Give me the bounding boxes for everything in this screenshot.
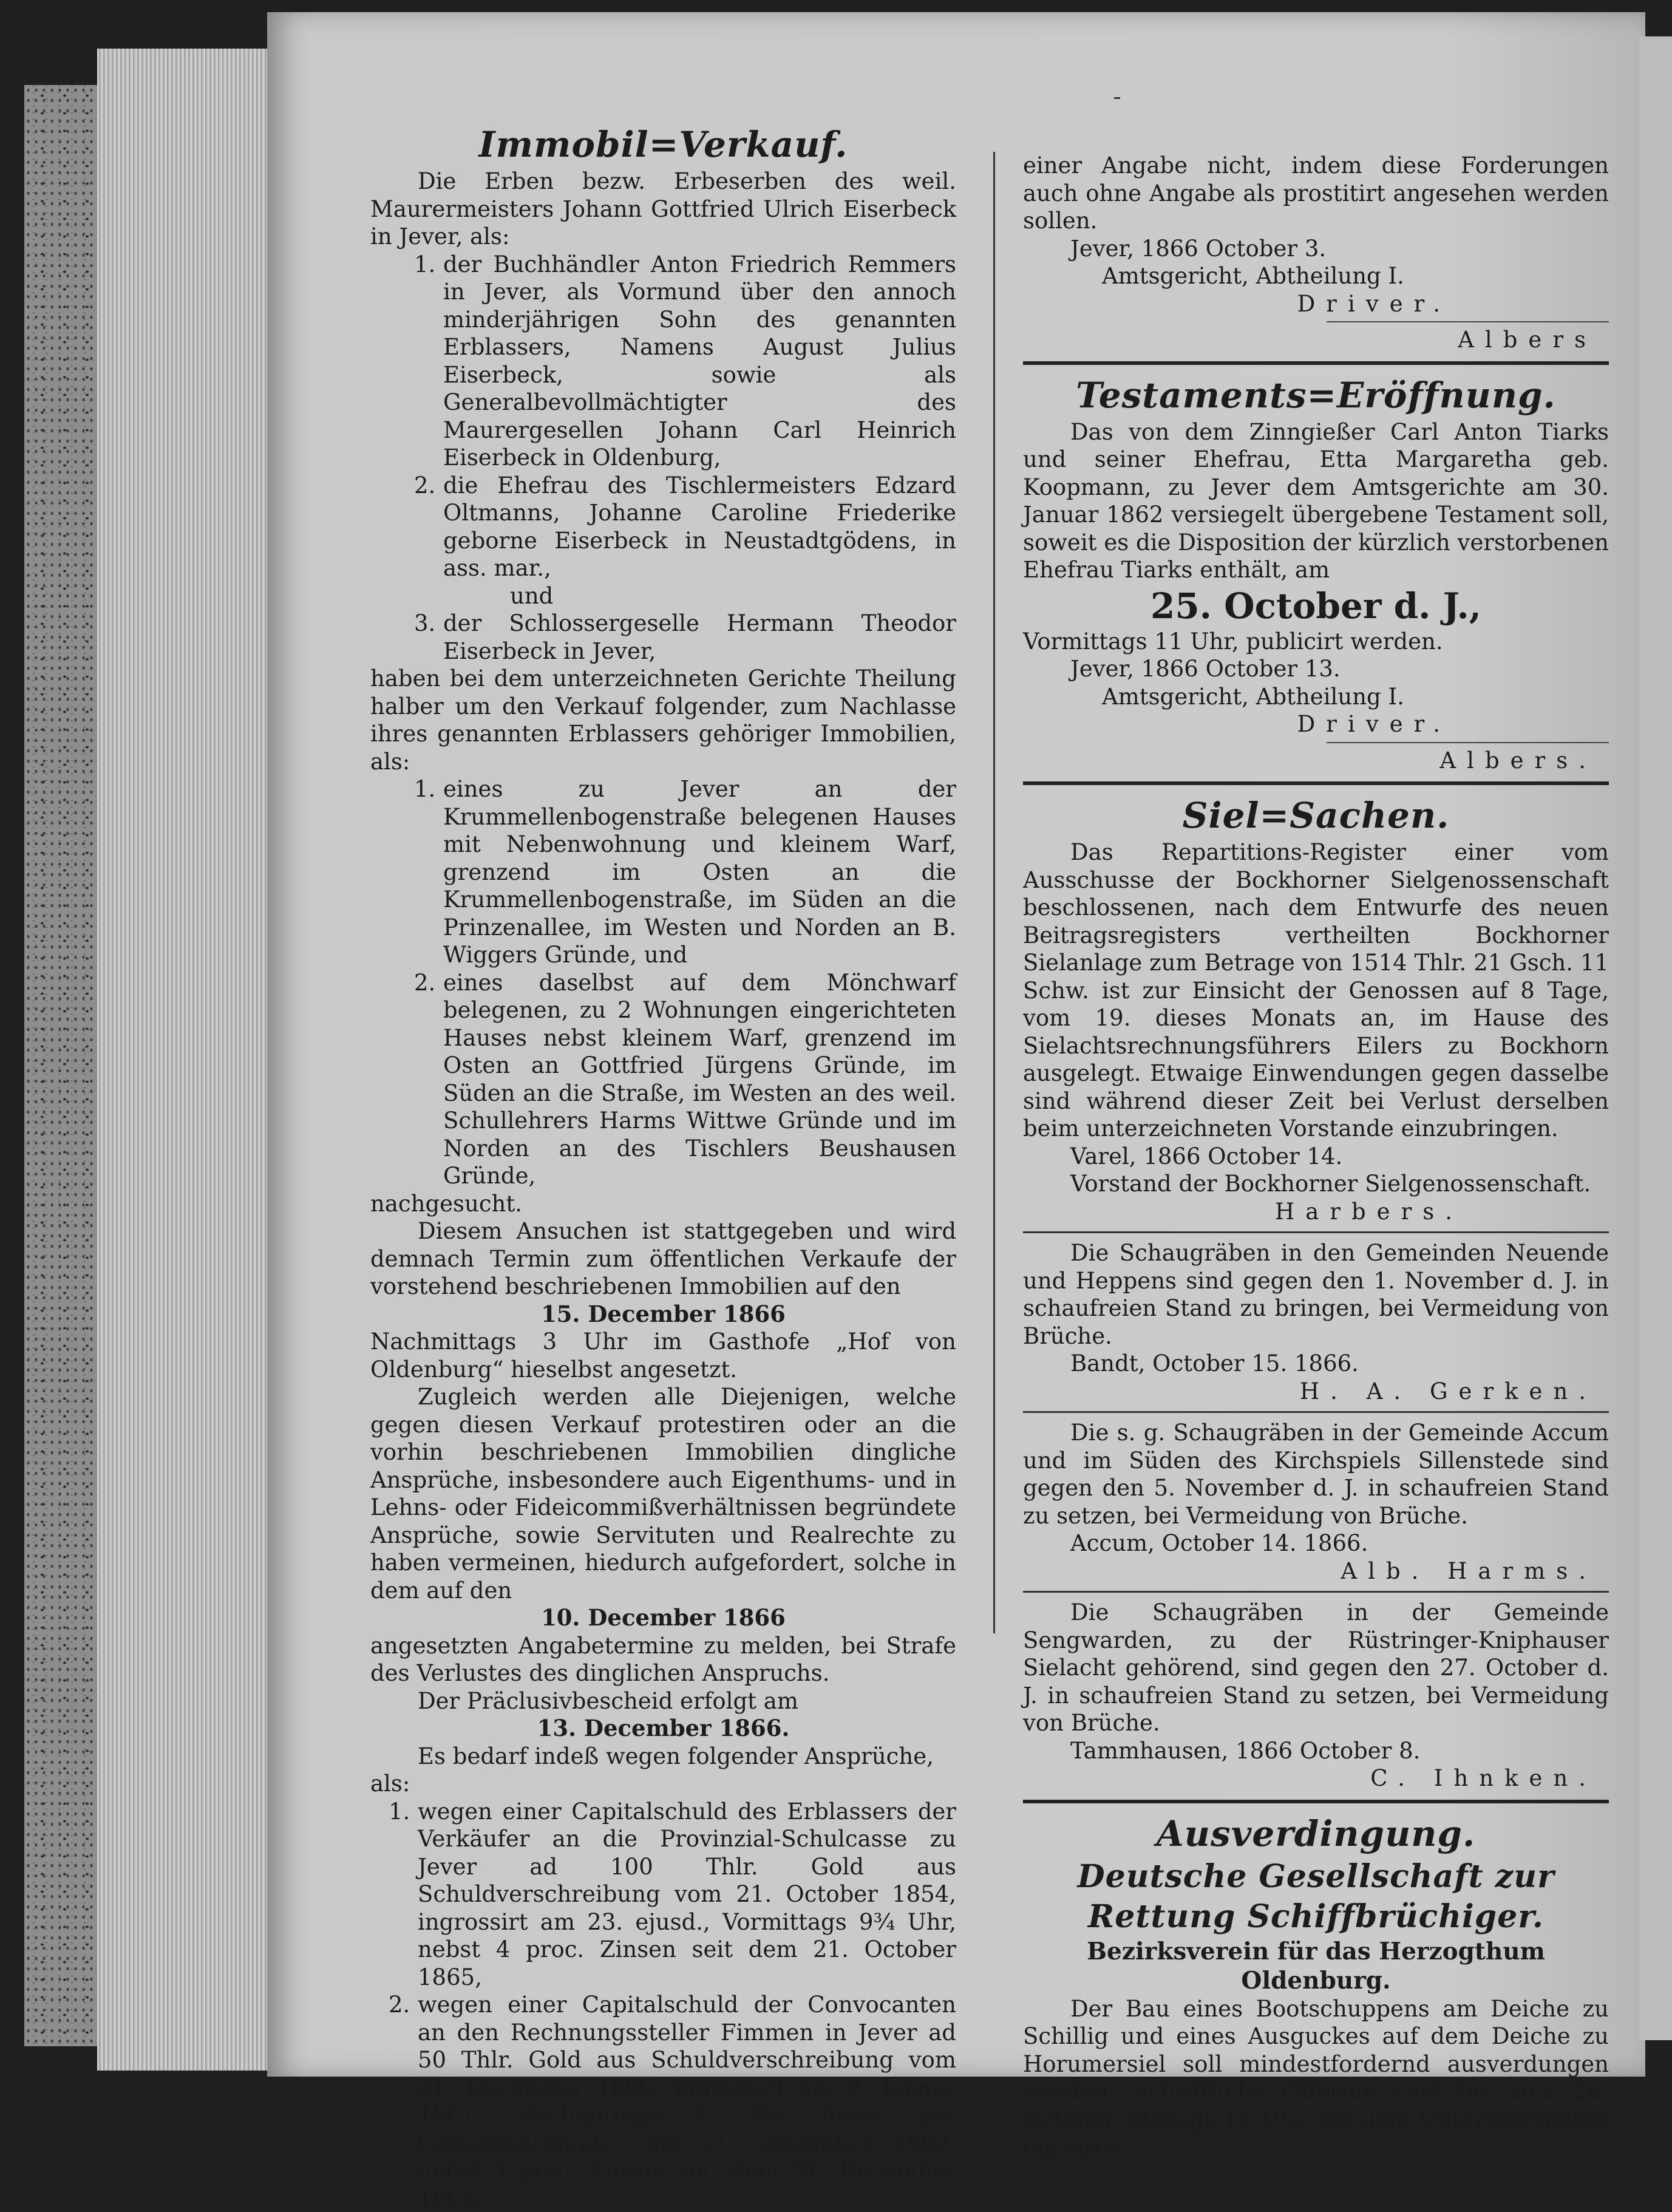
item-text: eines daselbst auf dem Mönchwarf belegenen, zu 2 Wohnungen eingerichteten Hauses nebst kleinem Warf, grenzend im Osten an Gottfried Jürgens Gründe, im Süden an die Straße, im Westen an des weil. Schullehrers Harms Wittwe Gründe und im Norden an des Tischlers Beushausen Gründe, bbox=[443, 969, 956, 1189]
claim-item bbox=[370, 1991, 956, 2212]
continuation-paragraph: einer Angabe nicht, indem diese Forderungen auch ohne Angabe als prostitirt angesehen werden sollen. bbox=[1023, 152, 1609, 234]
item-number: 1. bbox=[389, 1798, 410, 1825]
page-stack-edges bbox=[97, 49, 279, 2071]
item-number: 1. bbox=[414, 776, 436, 802]
signature: C. Ihnken. bbox=[1370, 1765, 1597, 1791]
item-number: 1. bbox=[414, 251, 436, 277]
claim-deadline-paragraph: angesetzten Angabetermine zu melden, bei Strafe des Verlustes des dinglichen Anspruchs. bbox=[370, 1632, 956, 1686]
item-text: der Schlossergeselle Hermann Theodor Eiserbeck in Jever, bbox=[443, 610, 956, 664]
item-text: der Buchhändler Anton Friedrich Remmers in Jever, als Vormund über den annoch minderjährigen Sohn des genannten Erblassers, Namens August Julius Eiserbeck, sowie als Generalbevollmächtigter des Maurergesellen Johann Carl Heinrich Eiserbeck in Oldenburg, bbox=[443, 251, 956, 471]
heir-item bbox=[370, 472, 956, 582]
signature: H. A. Gerken. bbox=[1299, 1378, 1597, 1404]
bau-paragraph: Der Bau eines Bootschuppens am Deiche zu Schillig und eines Ausguckes auf dem Deiche zu Horumersiel soll mindestfordernd ausverdungen werden. Schriftliche Offerten sind bis zum 26. October, Mittags 12 Uhr, bei dem Unterzeichneten einzurei- bbox=[1023, 1995, 1609, 2160]
item-number: 2. bbox=[389, 1992, 410, 2018]
praeclusiv-line: Der Präclusivbescheid erfolgt am bbox=[418, 1687, 798, 1714]
request-paragraph: haben bei dem unterzeichneten Gerichte Theilung halber um den Verkauf folgender, zum Nachlasse ihres genannten Erblassers gehöriger Immobilien, als: bbox=[370, 665, 956, 775]
heading-immobil-verkauf: Immobil=Verkauf. bbox=[478, 124, 848, 165]
court-line: Amtsgericht, Abtheilung I. bbox=[1102, 263, 1404, 289]
signature: Harbers. bbox=[1274, 1198, 1463, 1225]
property-item bbox=[370, 775, 956, 969]
sale-time-paragraph: Nachmittags 3 Uhr im Gasthofe „Hof von Oldenburg“ hieselbst angesetzt. bbox=[370, 1329, 956, 1383]
signature: Alb. Harms. bbox=[1341, 1557, 1597, 1584]
rule bbox=[1023, 1591, 1609, 1593]
next-page-edge bbox=[1639, 36, 1672, 2040]
testament-paragraph: Das von dem Zinngießer Carl Anton Tiarks und seiner Ehefrau, Etta Margaretha geb. Koopmann, zu Jever dem Amtsgerichte am 30. Januar 1862 versiegelt übergebene Testament soll, soweit es die Disposition der kürzlich verstorbenen Ehefrau Tiarks enthält, am bbox=[1023, 418, 1609, 583]
newspaper-page bbox=[267, 12, 1645, 2211]
rule bbox=[1327, 742, 1609, 743]
place-date: Varel, 1866 October 14. bbox=[1070, 1143, 1343, 1169]
signature: Driver. bbox=[1297, 711, 1451, 737]
rule bbox=[1327, 321, 1609, 322]
place-date: Jever, 1866 October 3. bbox=[1070, 235, 1327, 262]
schaugraeben-paragraph: Die Schaugräben in den Gemeinden Neuende und Heppens sind gegen den 1. November d. J. in schaufreien Stand zu bringen, bei Vermeidung von Brüche. bbox=[1023, 1240, 1609, 1349]
intro-paragraph: Die Erben bezw. Erbeserben des weil. Maurermeisters Johann Gottfried Ulrich Eiserbeck in Jever, als: bbox=[370, 168, 956, 250]
praeclusiv-date: 13. December 1866. bbox=[537, 1715, 790, 1741]
item-number: 2. bbox=[414, 472, 436, 499]
vorstand-line: Vorstand der Bockhorner Sielgenossenschaft. bbox=[1070, 1171, 1591, 1197]
schaugraeben-paragraph: Die s. g. Schaugräben in der Gemeinde Accum und im Süden des Kirchspiels Sillenstede sind gegen den 5. November d. J. in schaufreien Stand zu setzen, bei Vermeidung von Brüche. bbox=[1023, 1420, 1609, 1529]
place-date: Accum, October 14. 1866. bbox=[1070, 1530, 1368, 1556]
item-text: eines zu Jever an der Krummellenbogenstraße belegenen Hauses mit Nebenwohnung und kleinem Warf, grenzend im Osten an die Krummellenbogenstraße, im Süden an die Prinzenallee, im Westen und Norden an B. Wiggers Gründe, und bbox=[443, 776, 956, 968]
column-divider bbox=[993, 152, 995, 1633]
place-date: Bandt, October 15. 1866. bbox=[1070, 1350, 1359, 1377]
item-text: die Ehefrau des Tischlermeisters Edzard Oltmanns, Johanne Caroline Friederike geborne Eiserbeck in Neustadtgödens, in ass. mar., bbox=[443, 472, 956, 581]
item-text: wegen einer Capitalschuld des Erblassers der Verkäufer an die Provinzial-Schulcasse zu Jever ad 100 Thlr. Gold aus Schuldverschreibung vom 21. October 1854, ingrossirt am 23. ejusd., Vormittags 9¾ Uhr, nebst 4 proc. Zinsen seit dem 21. October 1865, bbox=[418, 1798, 956, 1990]
signature: Albers bbox=[1458, 327, 1597, 353]
right-column bbox=[1023, 152, 1609, 2161]
claim-date: 10. December 1866 bbox=[541, 1604, 786, 1631]
item-number: 3. bbox=[414, 610, 436, 636]
publication-date: 25. October d. J., bbox=[1150, 585, 1481, 627]
item-text: wegen einer Capitalschuld der Convocanten an den Rechnungssteller Fimmen in Jever ad 50 Thlr. Gold aus Schuldverschreibung vom 31. December 1860, ingrossirt am 9. Januar 1861, Nachmittags 4 Uhr, bezw. aus Cessionsurkunde vom 21. December 1863, nebst 5 proc. Zinsen seit dem 31. December 1865, bbox=[418, 1992, 956, 2211]
und-word: und bbox=[510, 582, 554, 609]
nachgesucht-word: nachgesucht. bbox=[370, 1190, 523, 1217]
heading-siel-sachen: Siel=Sachen. bbox=[1182, 795, 1450, 836]
sale-date: 15. December 1866 bbox=[541, 1300, 786, 1327]
item-number: 2. bbox=[414, 969, 436, 996]
heading-ausverdingung: Ausverdingung. bbox=[1156, 1812, 1476, 1854]
place-date: Tammhausen, 1866 October 8. bbox=[1070, 1737, 1421, 1764]
book-cover-edge bbox=[24, 85, 97, 2046]
court-line: Amtsgericht, Abtheilung I. bbox=[1102, 683, 1404, 710]
section-rule bbox=[1023, 1800, 1609, 1803]
heir-item bbox=[370, 610, 956, 665]
claim-item bbox=[370, 1798, 956, 1992]
signature: Driver. bbox=[1297, 290, 1451, 317]
signature: Albers. bbox=[1439, 747, 1597, 774]
bedarf-line: Es bedarf indeß wegen folgender Ansprüche, als: bbox=[370, 1743, 934, 1797]
schaugraeben-paragraph: Die Schaugräben in der Gemeinde Sengwarden, zu der Rüstringer-Kniphauser Sielacht gehörend, sind gegen den 27. October d. J. in schaufreien Stand zu setzen, bei Vermeidung von Brüche. bbox=[1023, 1599, 1609, 1736]
property-item bbox=[370, 969, 956, 1190]
section-rule bbox=[1023, 781, 1609, 785]
siel-paragraph: Das Repartitions-Register einer vom Ausschusse der Bockhorner Sielgenossenschaft beschlossenen, nach dem Entwurfe des neuen Beitragsregisters vertheilten Bockhorner Sielanlage zum Betrage von 1514 Thlr. 21 Gsch. 11 Schw. ist zur Einsicht der Genossen auf 8 Tage, vom 19. dieses Monats an, im Hause des Sielachtsrechnungsführers Eilers zu Bockhorn ausgelegt. Etwaige Einwendungen gegen dasselbe sind während dieser Zeit bei Verlust derselben beim unterzeichneten Vorstande einzubringen. bbox=[1023, 839, 1609, 1142]
left-column bbox=[370, 121, 956, 2212]
heading-gesellschaft: Deutsche Gesellschaft zur Rettung Schiffbrüchiger. bbox=[1077, 1857, 1555, 1935]
heading-testaments-eroeffnung: Testaments=Eröffnung. bbox=[1076, 374, 1556, 416]
heir-item bbox=[370, 251, 956, 472]
section-rule bbox=[1023, 361, 1609, 365]
page-mark bbox=[1114, 97, 1120, 99]
zugleich-paragraph: Zugleich werden alle Diejenigen, welche gegen diesen Verkauf protestiren oder an die vorhin beschriebenen Immobilien dingliche Ansprüche, insbesondere auch Eigenthums- und in Lehns- oder Fideicommißverhältnissen begründete Ansprüche, sowie Servituten und Realrechte zu haben vermeinen, hiedurch aufgefordert, solche in dem auf den bbox=[370, 1384, 956, 1604]
rule bbox=[1023, 1411, 1609, 1413]
place-date: Jever, 1866 October 13. bbox=[1070, 656, 1341, 682]
rule bbox=[1023, 1231, 1609, 1233]
subheading-bezirksverein: Bezirksverein für das Herzogthum Oldenburg. bbox=[1087, 1937, 1545, 1995]
publication-time: Vormittags 11 Uhr, publicirt werden. bbox=[1023, 628, 1443, 655]
termin-paragraph: Diesem Ansuchen ist stattgegeben und wird demnach Termin zum öffentlichen Verkaufe der vorstehend beschriebenen Immobilien auf den bbox=[370, 1218, 956, 1299]
